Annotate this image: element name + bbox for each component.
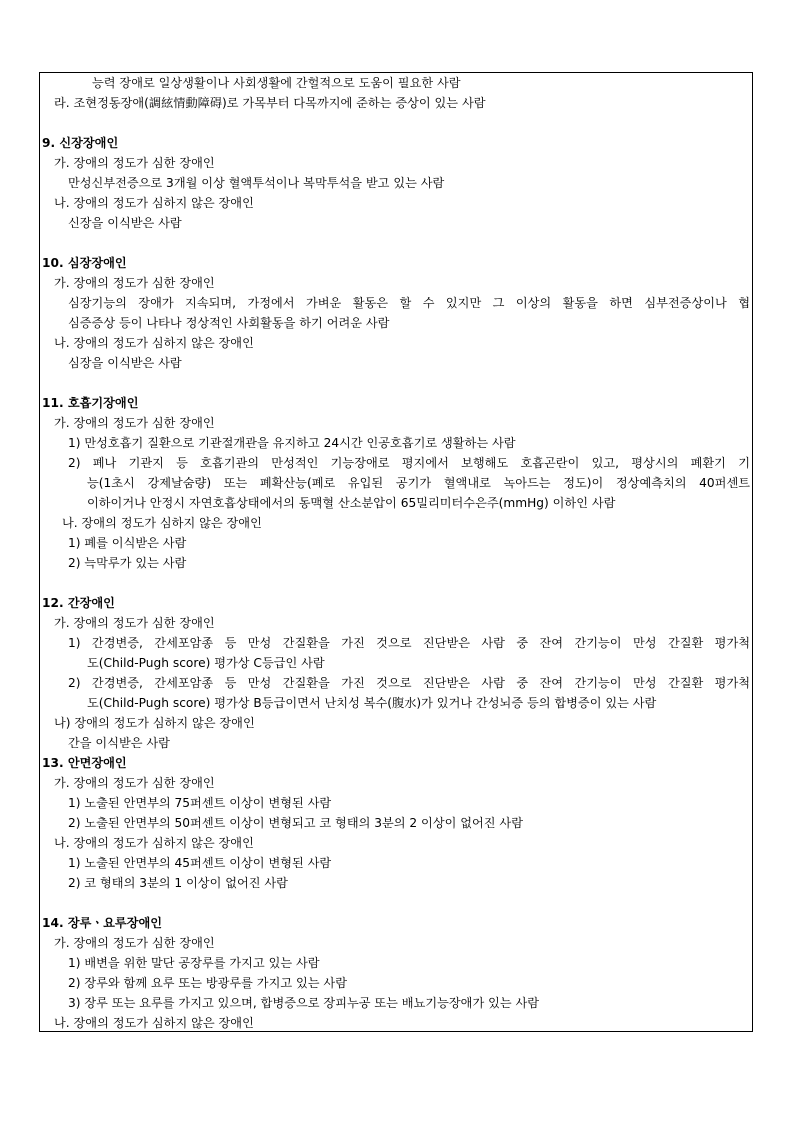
- body-line: 2) 장루와 함께 요루 또는 방광루를 가지고 있는 사람: [68, 976, 347, 990]
- section-heading: 9. 신장장애인: [42, 136, 119, 150]
- item-line: 가. 장애의 정도가 심한 장애인: [54, 616, 215, 630]
- item-line: 가. 장애의 정도가 심한 장애인: [54, 156, 215, 170]
- body-line: 도(Child-Pugh score) 평가상 C등급인 사람: [87, 656, 325, 670]
- body-line: 2) 폐나 기관지 등 호흡기관의 만성적인 기능장애로 평지에서 보행해도 호흡곤란이 있고, 평상시의 폐환기 기: [68, 456, 750, 470]
- item-line: 나. 장애의 정도가 심하지 않은 장애인: [54, 196, 254, 210]
- item-line: 나) 장애의 정도가 심하지 않은 장애인: [54, 716, 255, 730]
- body-line: 간을 이식받은 사람: [68, 736, 170, 750]
- item-line: 가. 장애의 정도가 심한 장애인: [54, 776, 215, 790]
- body-line: 능(1초시 강제날숨량) 또는 폐확산능(폐로 유입된 공기가 혈액내로 녹아드는 정도)이 정상예측치의 40퍼센트: [87, 476, 750, 490]
- body-line: 2) 간경변증, 간세포암종 등 만성 간질환을 가진 것으로 진단받은 사람 중 잔여 간기능이 만성 간질환 평가척: [68, 676, 750, 690]
- body-line: 1) 배변을 위한 말단 공장루를 가지고 있는 사람: [68, 956, 320, 970]
- body-line: 심장기능의 장애가 지속되며, 가정에서 가벼운 활동은 할 수 있지만 그 이상의 활동을 하면 심부전증상이나 협: [68, 296, 750, 310]
- body-line: 심증증상 등이 나타나 정상적인 사회활동을 하기 어려운 사람: [68, 316, 390, 330]
- section-heading: 10. 심장장애인: [42, 256, 127, 270]
- body-line: 1) 노출된 안면부의 45퍼센트 이상이 변형된 사람: [68, 856, 332, 870]
- body-line: 1) 폐를 이식받은 사람: [68, 536, 187, 550]
- body-line: 도(Child-Pugh score) 평가상 B등급이면서 난치성 복수(腹水)가 있거나 간성뇌증 등의 합병증이 있는 사람: [87, 696, 657, 710]
- item-line: 나. 장애의 정도가 심하지 않은 장애인: [62, 516, 262, 530]
- section-heading: 13. 안면장애인: [42, 756, 127, 770]
- body-line: 1) 노출된 안면부의 75퍼센트 이상이 변형된 사람: [68, 796, 332, 810]
- body-line: 만성신부전증으로 3개월 이상 혈액투석이나 복막투석을 받고 있는 사람: [68, 176, 445, 190]
- body-line: 2) 코 형태의 3분의 1 이상이 없어진 사람: [68, 876, 288, 890]
- body-line: 심장을 이식받은 사람: [68, 356, 182, 370]
- body-line: 능력 장애로 일상생활이나 사회생활에 간헐적으로 도움이 필요한 사람: [92, 76, 461, 90]
- section-heading: 12. 간장애인: [42, 596, 115, 610]
- item-line: 가. 장애의 정도가 심한 장애인: [54, 416, 215, 430]
- body-line: 이하이거나 안정시 자연호흡상태에서의 동맥혈 산소분압이 65밀리미터수은주(mmHg) 이하인 사람: [87, 496, 616, 510]
- item-line: 나. 장애의 정도가 심하지 않은 장애인: [54, 836, 254, 850]
- item-line: 나. 장애의 정도가 심하지 않은 장애인: [54, 1016, 254, 1030]
- item-line: 나. 장애의 정도가 심하지 않은 장애인: [54, 336, 254, 350]
- item-line: 가. 장애의 정도가 심한 장애인: [54, 276, 215, 290]
- body-line: 3) 장루 또는 요루를 가지고 있으며, 합병증으로 장피누공 또는 배뇨기능장애가 있는 사람: [68, 996, 540, 1010]
- item-line: 라. 조현정동장애(調絃情動障碍)로 가목부터 다목까지에 준하는 증상이 있는 사람: [54, 96, 486, 110]
- body-line: 1) 만성호흡기 질환으로 기관절개관을 유지하고 24시간 인공호흡기로 생활하는 사람: [68, 436, 516, 450]
- body-line: 1) 간경변증, 간세포암종 등 만성 간질환을 가진 것으로 진단받은 사람 중 잔여 간기능이 만성 간질환 평가척: [68, 636, 750, 650]
- body-line: 신장을 이식받은 사람: [68, 216, 182, 230]
- section-heading: 11. 호흡기장애인: [42, 396, 139, 410]
- body-line: 2) 노출된 안면부의 50퍼센트 이상이 변형되고 코 형태의 3분의 2 이상이 없어진 사람: [68, 816, 523, 830]
- section-heading: 14. 장루ㆍ요루장애인: [42, 916, 163, 930]
- body-line: 2) 늑막루가 있는 사람: [68, 556, 187, 570]
- item-line: 가. 장애의 정도가 심한 장애인: [54, 936, 215, 950]
